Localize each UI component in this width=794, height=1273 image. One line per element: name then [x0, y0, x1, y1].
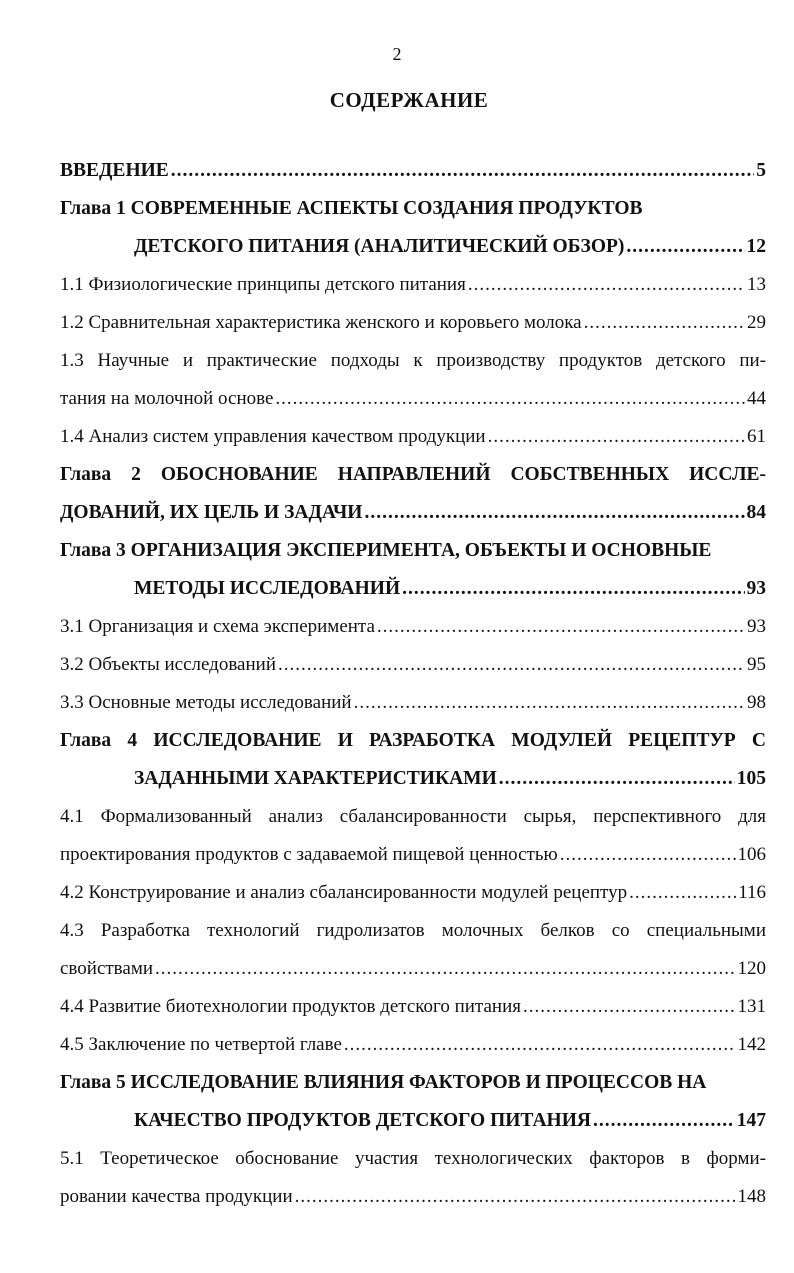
toc-entry-4-1 — [60, 798, 766, 874]
toc-entry-3-3 — [60, 684, 766, 722]
page-title: СОДЕРЖАНИЕ — [329, 88, 489, 112]
toc-page-number: 116 — [738, 882, 766, 903]
toc-entry-title: Глава 1 СОВРЕМЕННЫЕ АСПЕКТЫ СОЗДАНИЯ ПРОДУКТОВ — [60, 198, 643, 219]
toc-entry-chapter-1 — [60, 190, 766, 266]
toc-entry-title: 4.2 Конструирование и анализ сбалансированности модулей рецептур — [60, 882, 628, 903]
table-of-contents — [60, 152, 766, 1216]
toc-entry-title-cont: ровании качества продукции — [60, 1186, 293, 1207]
toc-entry-3-1 — [60, 608, 766, 646]
toc-entry-title: 1.2 Сравнительная характеристика женского и коровьего молока — [60, 312, 582, 333]
toc-page-number: 142 — [737, 1034, 766, 1055]
toc-entry-title: 1.3 Научные и практические подходы к производству продуктов детского пи- — [60, 350, 766, 371]
toc-entry-title: Глава 2 ОБОСНОВАНИЕ НАПРАВЛЕНИЙ СОБСТВЕННЫХ ИССЛЕ- — [60, 464, 766, 485]
toc-entry-4-2 — [60, 874, 766, 912]
toc-entry-3-2 — [60, 646, 766, 684]
toc-page-number: 131 — [737, 996, 766, 1017]
toc-entry-title-cont: свойствами — [60, 958, 154, 979]
toc-page-number: 106 — [737, 844, 766, 865]
toc-entry-title: 1.1 Физиологические принципы детского питания — [60, 274, 466, 295]
toc-entry-title: 5.1 Теоретическое обоснование участия технологических факторов в форми- — [60, 1148, 766, 1169]
page-number: 2 — [392, 44, 402, 64]
toc-page-number: 93 — [747, 616, 766, 637]
toc-page-number: 105 — [736, 768, 766, 789]
toc-entry-title: 4.5 Заключение по четвертой главе — [60, 1034, 342, 1055]
toc-page-number: 95 — [747, 654, 766, 675]
toc-entry-title-cont: МЕТОДЫ ИССЛЕДОВАНИЙ — [134, 578, 401, 599]
toc-page-number: 147 — [736, 1110, 766, 1131]
toc-entry-4-5 — [60, 1026, 766, 1064]
toc-entry-title: 3.3 Основные методы исследований — [60, 692, 352, 713]
toc-entry-1-1 — [60, 266, 766, 304]
toc-page-number: 61 — [747, 426, 766, 447]
toc-entry-title: Глава 4 ИССЛЕДОВАНИЕ И РАЗРАБОТКА МОДУЛЕЙ РЕЦЕПТУР С — [60, 730, 766, 751]
toc-entry-title: 3.2 Объекты исследований — [60, 654, 276, 675]
toc-entry-title-cont: КАЧЕСТВО ПРОДУКТОВ ДЕТСКОГО ПИТАНИЯ — [134, 1110, 591, 1131]
toc-entry-chapter-4 — [60, 722, 766, 798]
toc-entry-title-cont: ДЕТСКОГО ПИТАНИЯ (АНАЛИТИЧЕСКИЙ ОБЗОР) — [134, 236, 625, 257]
toc-entry-title: 4.1 Формализованный анализ сбалансированности сырья, перспективного для — [60, 806, 766, 827]
toc-page-number: 13 — [747, 274, 766, 295]
toc-entry-1-3 — [60, 342, 766, 418]
toc-entry-1-4 — [60, 418, 766, 456]
toc-entry-chapter-3 — [60, 532, 766, 608]
toc-entry-title: ВВЕДЕНИЕ — [60, 160, 169, 181]
toc-entry-title: 1.4 Анализ систем управления качеством продукции — [60, 426, 486, 447]
toc-entry-chapter-2 — [60, 456, 766, 532]
toc-page-number: 12 — [746, 236, 766, 257]
toc-page-number: 98 — [747, 692, 766, 713]
toc-entry-title: 4.4 Развитие биотехнологии продуктов детского питания — [60, 996, 521, 1017]
toc-entry-title-cont: проектирования продуктов с задаваемой пищевой ценностью — [60, 844, 558, 865]
toc-entry-chapter-5 — [60, 1064, 766, 1140]
toc-entry-title: 4.3 Разработка технологий гидролизатов молочных белков со специальными — [60, 920, 766, 941]
toc-entry-title: 3.1 Организация и схема эксперимента — [60, 616, 375, 637]
toc-page-number: 5 — [756, 160, 766, 181]
toc-entry-title-cont: ДОВАНИЙ, ИХ ЦЕЛЬ И ЗАДАЧИ — [60, 502, 363, 523]
toc-entry-4-3 — [60, 912, 766, 988]
toc-entry-title-cont: ЗАДАННЫМИ ХАРАКТЕРИСТИКАМИ — [134, 768, 497, 789]
toc-page-number: 84 — [746, 502, 766, 523]
toc-entry-5-1 — [60, 1140, 766, 1216]
toc-page-number: 120 — [737, 958, 766, 979]
toc-entry-title-cont: тания на молочной основе — [60, 388, 274, 409]
toc-entry-title: Глава 5 ИССЛЕДОВАНИЕ ВЛИЯНИЯ ФАКТОРОВ И ПРОЦЕССОВ НА — [60, 1072, 707, 1093]
toc-page-number: 44 — [747, 388, 766, 409]
toc-page-number: 93 — [746, 578, 766, 599]
toc-entry-intro — [60, 152, 766, 190]
toc-entry-4-4 — [60, 988, 766, 1026]
toc-entry-1-2 — [60, 304, 766, 342]
toc-page-number: 29 — [747, 312, 766, 333]
toc-page-number: 148 — [737, 1186, 766, 1207]
toc-entry-title: Глава 3 ОРГАНИЗАЦИЯ ЭКСПЕРИМЕНТА, ОБЪЕКТЫ И ОСНОВНЫЕ — [60, 540, 712, 561]
